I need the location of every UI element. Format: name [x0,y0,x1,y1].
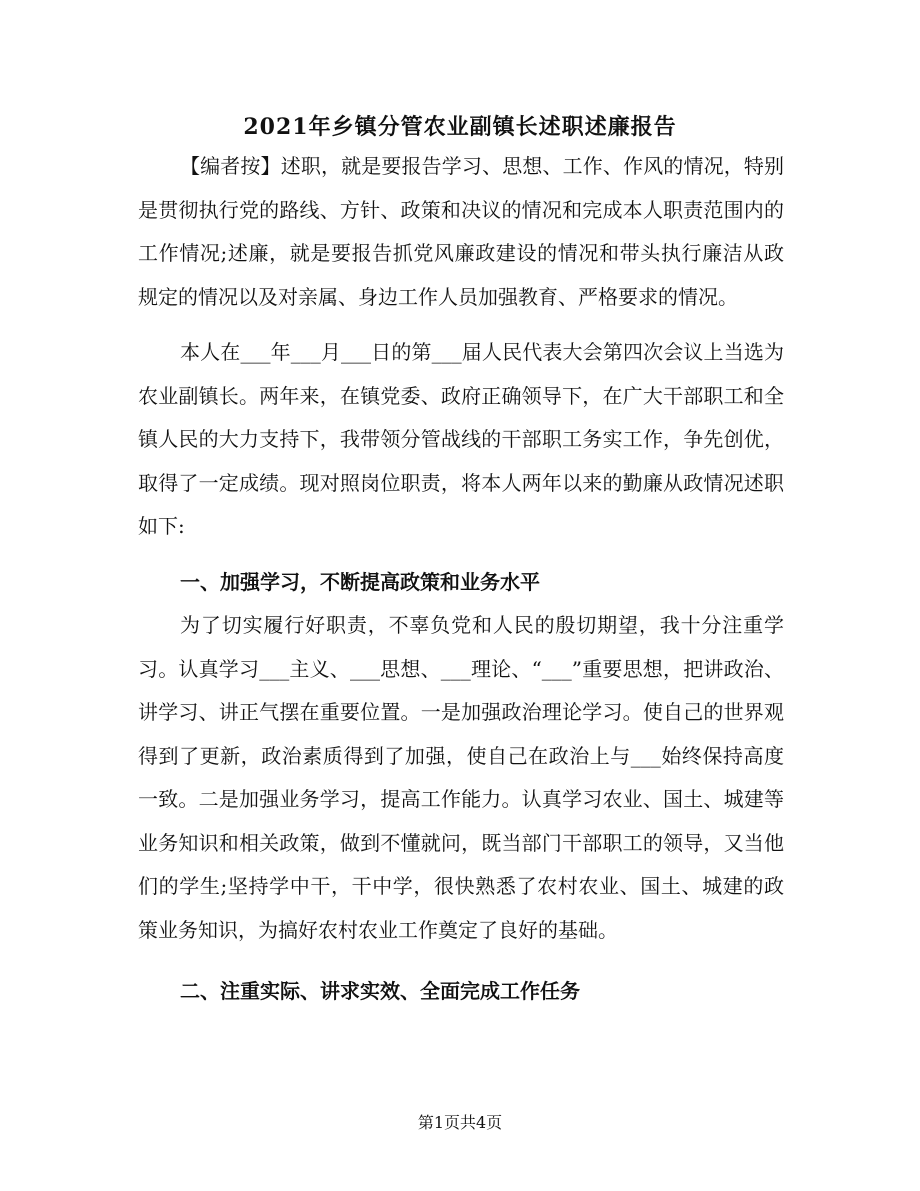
paragraph-spacer [138,952,784,970]
section-heading-1: 一、加强学习，不断提高政策和业务水平 [180,569,540,594]
document-body [138,145,784,1014]
paragraph-spacer [138,549,784,561]
paragraph-spacer [138,319,784,331]
page-number: 第1页共4页 [417,1113,503,1132]
section-heading-2: 二、注重实际、讲求实效、全面完成工作任务 [180,979,580,1003]
document-title: 2021年乡镇分管农业副镇长述职述廉报告 [243,114,677,140]
intro-paragraph: 本人在___年___月___日的第___届人民代表大会第四次会议上当选为农业副镇长。两年来，在镇党委、政府正确领导下，在广大干部职工和全镇人民的大力支持下，我带领分管战线的干部职工务实工作，争先创优，取得了一定成绩。现对照岗位职责，将本人两年以来的勤廉从政情况述职如下: [138,340,784,538]
study-paragraph: 为了切实履行好职责，不辜负党和人民的殷切期望，我十分注重学习。认真学习___主义、___思想、___理论、“___”重要思想，把讲政治、讲学习、讲正气摆在重要位置。一是加强政治理论学习。使自己的世界观得到了更新，政治素质得到了加强，使自己在政治上与___始终保持高度一致。二是加强业务学习，提高工作能力。认真学习农业、国土、城建等业务知识和相关政策，做到不懂就问，既当部门干部职工的领导，又当他们的学生;坚持学中干，干中学，很快熟悉了农村农业、国土、城建的政策业务知识，为搞好农村农业工作奠定了良好的基础。 [138,613,784,942]
editor-note-paragraph: 【编者按】述职，就是要报告学习、思想、工作、作风的情况，特别是贯彻执行党的路线、方针、政策和决议的情况和完成本人职责范围内的工作情况;述廉，就是要报告抓党风廉政建设的情况和带头执行廉洁从政规定的情况以及对亲属、身边工作人员加强教育、严格要求的情况。 [138,154,784,309]
